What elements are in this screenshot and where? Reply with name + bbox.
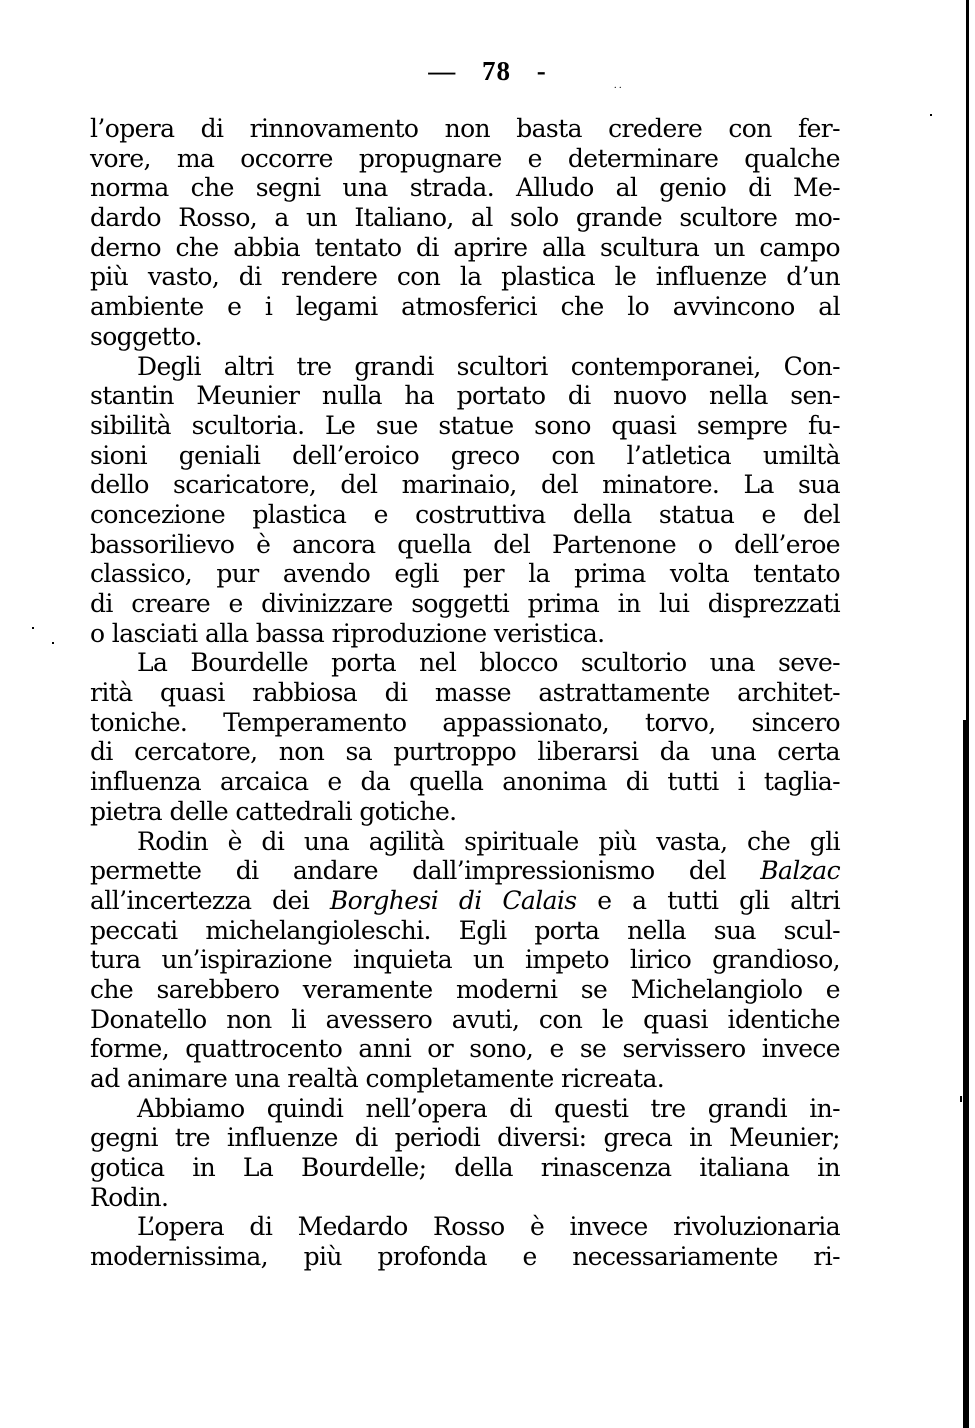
text-line: di creare e divinizzare soggetti prima in lui disprezzati: [90, 589, 840, 618]
page-edge-shadow: [966, 0, 969, 1428]
body-text: [90, 114, 840, 1272]
paragraph-1: [90, 114, 840, 352]
text-line: stantin Meunier nulla ha portato di nuovo nella sen-: [90, 381, 840, 411]
text-line: Abbiamo quindi nell’opera di questi tre grandi in-: [137, 1093, 840, 1123]
scan-speck: [52, 642, 54, 644]
header-dash-right: -: [536, 56, 547, 86]
text-line: [90, 886, 840, 916]
text-line: rità quasi rabbiosa di masse astrattamente architet-: [90, 678, 840, 708]
paragraph-6: [90, 1212, 840, 1271]
text-line: gegni tre influenze di periodi diversi: greca in Meunier;: [90, 1123, 840, 1153]
text-line: ad animare una realtà completamente ricreata.: [90, 1064, 665, 1093]
text-line: bassorilievo è ancora quella del Partenone o dell’eroe: [90, 529, 840, 559]
text-line: [90, 856, 840, 886]
text-line: influenza arcaica e da quella anonima di tutti i taglia-: [90, 767, 840, 797]
page-number: 78: [482, 56, 511, 86]
text-line: Rodin.: [90, 1182, 169, 1212]
text-line: concezione plastica e costruttiva della statua e del: [90, 499, 840, 529]
scan-speck: [930, 114, 932, 116]
text-line: Rodin è di una agilità spirituale più vasta, che gli: [137, 826, 840, 856]
paragraph-3: [90, 648, 840, 826]
page-header: [0, 56, 975, 87]
text-line: Donatello non li avessero avuti, con le quasi identiche: [90, 1004, 840, 1034]
italic-title-balzac: Balzac: [760, 856, 840, 886]
text-line: classico, pur avendo egli per la prima volta tentato: [90, 559, 840, 589]
text-line: pietra delle cattedrali gotiche.: [90, 796, 457, 826]
text-line: forme, quattrocento anni or sono, e se servissero invece: [90, 1034, 840, 1064]
text-line: La Bourdelle porta nel blocco scultorio una seve-: [137, 648, 840, 678]
text-line: sibilità scultoria. Le sue statue sono quasi sempre fu-: [90, 410, 840, 440]
text-line: sioni geniali dell’eroico greco con l’atletica umiltà: [90, 440, 840, 470]
text-line: o lasciati alla bassa riproduzione veristica.: [90, 618, 605, 648]
scan-specks: . .: [614, 80, 622, 91]
scan-speck: [32, 627, 34, 629]
text-line: gotica in La Bourdelle; della rinascenza italiana in: [90, 1153, 840, 1183]
text-line: toniche. Temperamento appassionato, torvo, sincero: [90, 707, 840, 737]
text-line: soggetto.: [90, 321, 202, 351]
italic-title-borghesi: Borghesi di Calais: [329, 885, 577, 915]
text-line: modernissima, più profonda e necessariamente ri-: [90, 1242, 840, 1272]
text-line: l’opera di rinnovamento non basta credere con fer-: [90, 114, 840, 143]
text-line: tura un’ispirazione inquieta un impeto lirico grandioso,: [90, 945, 840, 975]
text-line: peccati michelangioleschi. Egli porta nella sua scul-: [90, 915, 840, 945]
text-line: più vasto, di rendere con la plastica le influenze d’un: [90, 262, 840, 292]
paragraph-4: [90, 827, 840, 1094]
text-span: permette di andare dall’impressionismo del: [90, 856, 726, 886]
text-line: dardo Rosso, a un Italiano, al solo grande scultore mo-: [90, 203, 840, 233]
text-line: dello scaricatore, del marinaio, del minatore. La sua: [90, 470, 840, 500]
text-line: Degli altri tre grandi scultori contemporanei, Con-: [137, 351, 840, 381]
scan-speck: [960, 1096, 962, 1102]
text-line: che sarebbero veramente moderni se Michelangiolo e: [90, 974, 840, 1004]
paragraph-5: [90, 1094, 840, 1213]
text-span: e a tutti gli altri: [597, 885, 840, 915]
text-line: ambiente e i legami atmosferici che lo avvincono al: [90, 292, 840, 322]
text-line: vore, ma occorre propugnare e determinare qualche: [90, 143, 840, 173]
paragraph-2: [90, 352, 840, 649]
text-span: all’incertezza dei: [90, 885, 310, 915]
text-line: derno che abbia tentato di aprire alla scultura un campo: [90, 232, 840, 262]
text-line: norma che segni una strada. Alludo al genio di Me-: [90, 173, 840, 203]
text-line: di cercatore, non sa purtroppo liberarsi da una certa: [90, 737, 840, 767]
text-line: L’opera di Medardo Rosso è invece rivoluzionaria: [137, 1212, 840, 1242]
header-dash-left: —: [428, 56, 457, 86]
page-edge-shadow-lower: [963, 720, 966, 1428]
